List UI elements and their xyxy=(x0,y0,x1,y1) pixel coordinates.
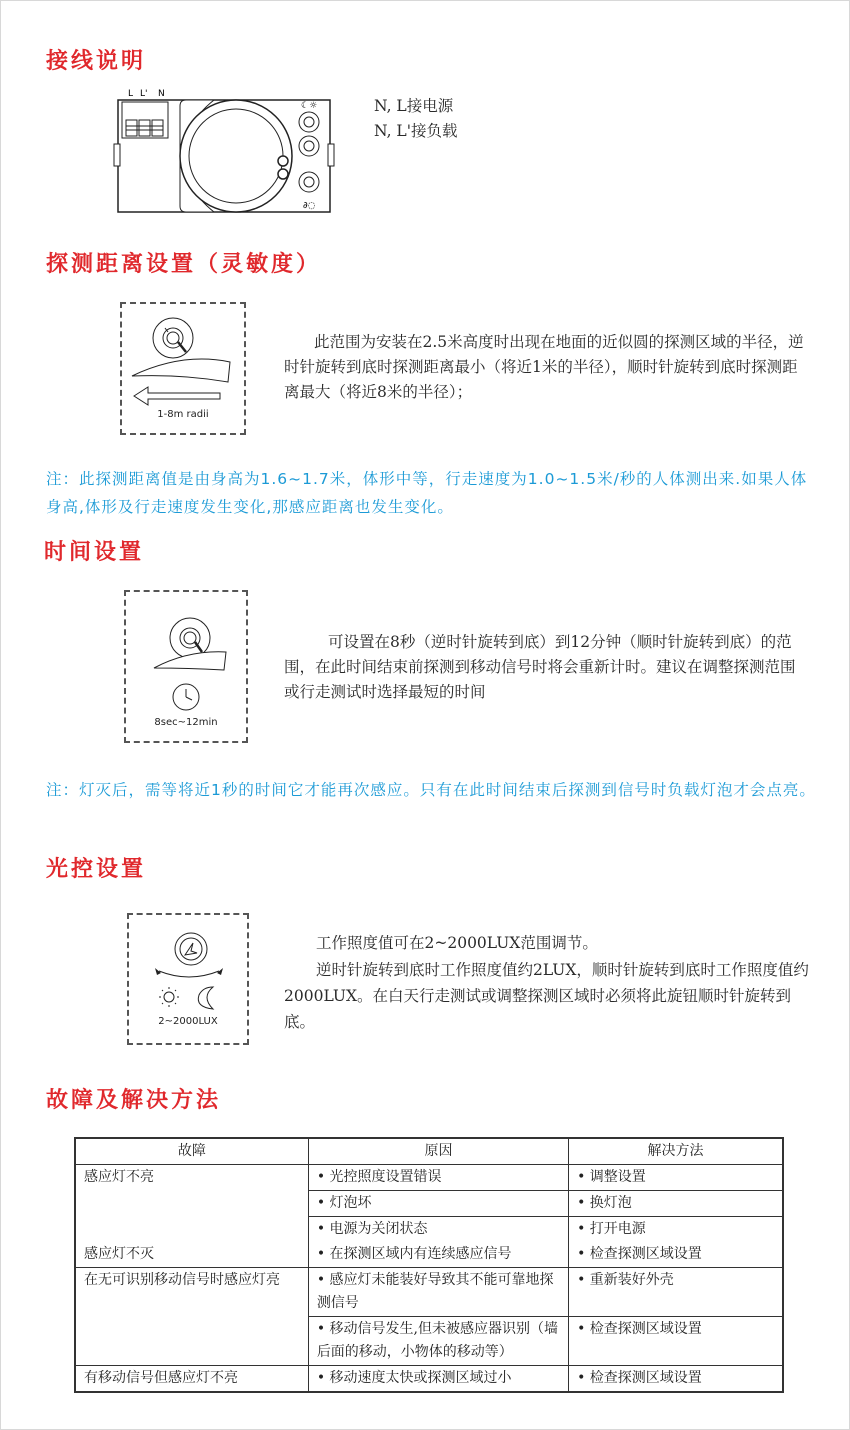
wiring-title: 接线说明 xyxy=(46,49,147,74)
table-row xyxy=(75,1268,783,1317)
table-row xyxy=(75,1217,783,1243)
time-note: 注：灯灭后，需等将近1秒的时间它才能再次感应。只有在此时间结束后探测到信号时负载灯泡才会点亮。 xyxy=(46,781,816,799)
solution-cell: • 检查探测区域设置 xyxy=(569,1366,783,1393)
time-paragraph: 可设置在8秒（逆时针旋转到底）到12分钟（顺时针旋转到底）的范围，在此时间结束前探测到移动信号时将会重新计时。建议在调整探测范围或行走测试时选择最短的时间 xyxy=(284,633,796,701)
table-row xyxy=(75,1366,783,1393)
table-row xyxy=(75,1317,783,1366)
wiring-line-2: N, L'接负载 xyxy=(374,122,458,140)
distance-knob-figure xyxy=(120,302,246,435)
header-fault: 故障 xyxy=(75,1138,308,1165)
fault-cell: 在无可识别移动信号时感应灯亮 xyxy=(75,1268,308,1317)
table-row xyxy=(75,1165,783,1191)
cause-cell: • 移动速度太快或探测区域过小 xyxy=(308,1366,568,1393)
time-title: 时间设置 xyxy=(44,540,145,565)
terminal-block xyxy=(122,102,168,138)
svg-text:∂◌: ∂◌ xyxy=(303,201,316,211)
troubleshooting-table xyxy=(74,1137,784,1393)
solution-cell: • 重新装好外壳 xyxy=(569,1268,783,1317)
sensor-device-diagram xyxy=(110,84,342,214)
arrow-left-icon xyxy=(134,387,220,405)
solution-cell: • 打开电源 xyxy=(569,1217,783,1243)
distance-paragraph: 此范围为安装在2.5米高度时出现在地面的近似圆的探测区域的半径，逆时针旋转到底时探测距离最小（将近1米的半径），顺时针旋转到底时探测距离最大（将近8米的半径）； xyxy=(284,333,804,401)
solution-cell: • 调整设置 xyxy=(569,1165,783,1191)
table-row xyxy=(75,1242,783,1268)
solution-cell: • 检查探测区域设置 xyxy=(569,1317,783,1366)
time-knob-icon xyxy=(170,618,210,658)
fault-cell xyxy=(75,1317,308,1366)
light-paragraph-1: 工作照度值可在2~2000LUX范围调节。 xyxy=(316,934,598,952)
lux-knob-icon xyxy=(155,933,223,977)
cause-cell: • 灯泡坏 xyxy=(308,1191,568,1217)
light-title: 光控设置 xyxy=(46,857,147,882)
light-knob-figure xyxy=(127,913,249,1045)
fault-cell: 感应灯不灭 xyxy=(75,1242,308,1268)
header-solution: 解决方法 xyxy=(569,1138,783,1165)
svg-text:☾☼: ☾☼ xyxy=(301,101,318,111)
clock-icon xyxy=(173,684,199,710)
fault-cell: 感应灯不亮 xyxy=(75,1165,308,1191)
time-knob-figure xyxy=(124,590,248,743)
range-knob-icon xyxy=(153,318,193,358)
solution-cell: • 检查探测区域设置 xyxy=(569,1242,783,1268)
fault-cell xyxy=(75,1217,308,1243)
header-cause: 原因 xyxy=(308,1138,568,1165)
time-figure-label: 8sec~12min xyxy=(154,717,218,728)
range-wedge-icon xyxy=(132,359,230,382)
distance-title: 探测距离设置（灵敏度） xyxy=(46,252,322,277)
cause-cell: • 电源为关闭状态 xyxy=(308,1217,568,1243)
cause-cell: • 移动信号发生,但未被感应器识别（墙后面的移动，小物体的移动等） xyxy=(308,1317,568,1366)
cause-cell: • 在探测区域内有连续感应信号 xyxy=(308,1242,568,1268)
time-wedge-icon xyxy=(154,652,226,670)
light-paragraph-2: 逆时针旋转到底时工作照度值约2LUX，顺时针旋转到底时工作照度值约2000LUX。在白天行走测试或调整探测区域时必须将此旋钮顺时针旋转到底。 xyxy=(284,961,809,1031)
fault-cell: 有移动信号但感应灯不亮 xyxy=(75,1366,308,1393)
fault-cell xyxy=(75,1191,308,1217)
distance-note: 注：此探测距离值是由身高为1.6~1.7米，体形中等，行走速度为1.0~1.5米/秒的人体测出来.如果人体身高,体形及行走速度发生变化,那感应距离也发生变化。 xyxy=(46,470,808,516)
lens-icon xyxy=(180,100,292,212)
troubleshooting-title: 故障及解决方法 xyxy=(46,1088,222,1113)
cause-cell: • 感应灯未能装好导致其不能可靠地探测信号 xyxy=(308,1268,568,1317)
distance-figure-label: 1-8m radii xyxy=(157,409,209,420)
table-row xyxy=(75,1191,783,1217)
sun-icon xyxy=(159,987,179,1007)
wiring-line-1: N, L接电源 xyxy=(374,97,454,115)
terminal-label-n: N xyxy=(158,89,165,99)
solution-cell: • 换灯泡 xyxy=(569,1191,783,1217)
terminal-label-l: L xyxy=(128,89,134,99)
terminal-label-l-prime: L' xyxy=(140,89,148,99)
cause-cell: • 光控照度设置错误 xyxy=(308,1165,568,1191)
moon-icon xyxy=(198,987,213,1009)
light-figure-label: 2~2000LUX xyxy=(158,1016,218,1027)
table-header-row xyxy=(75,1138,783,1165)
